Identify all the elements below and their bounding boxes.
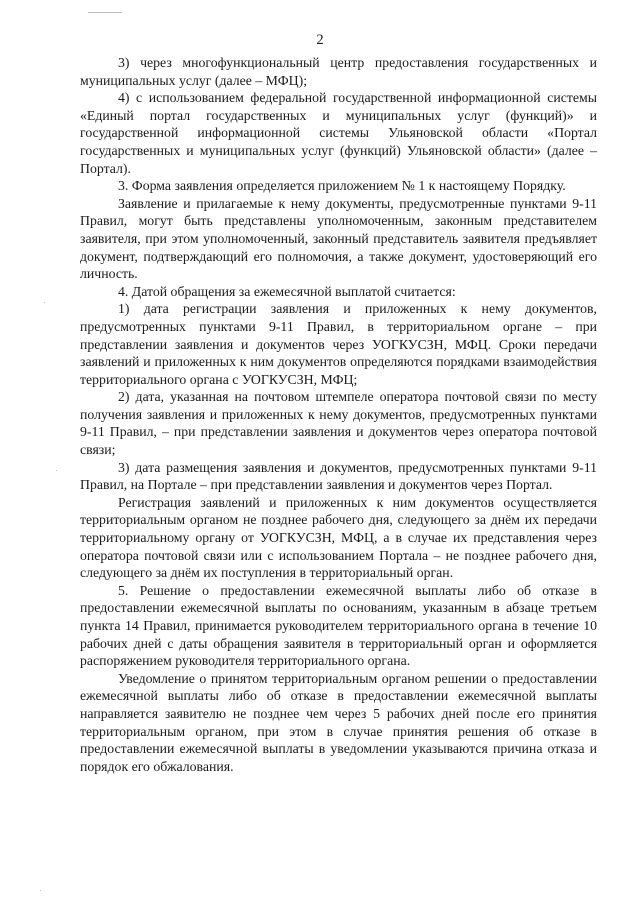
paragraph-item-2-postmark: 2) дата, указанная на почтовом штемпеле оператора почтовой связи по месту получения заявления и приложенных к нему документов, предусмотренных пунктами 9-11 Правил, – при представлении заявления и документов через оператора почтовой связи; [80,389,597,458]
paragraph-section-5: 5. Решение о предоставлении ежемесячной выплаты либо об отказе в предоставлении ежемесячной выплаты по основаниям, указанным в абзаце третьем пункта 14 Правил, принимается руководителем территориального органа в течение 10 рабочих дней с даты обращения заявителя в территориальный орган и оформляется распоряжением руководителя территориального органа. [80,582,597,669]
paragraph-item-3-mfc: 3) через многофункциональный центр предоставления государственных и муниципальных услуг (далее – МФЦ); [80,55,597,88]
paragraph-item-3-portal-date: 3) дата размещения заявления и документов, предусмотренных пунктами 9-11 Правил, на Портале – при представлении заявления и документов через Портал. [80,459,597,493]
document-body [80,54,597,775]
scan-artifact-left-edge-3 [40,890,41,891]
paragraph-registration-deadline: Регистрация заявлений и приложенных к ним документов осуществляется территориальным органом не позднее рабочего дня, следующего за днём их передачи территориальному органу от УОГКУСЗН, МФЦ, а в случае их представления через оператора почтовой связи или с использованием Портала – не позднее рабочего дня, следующего за днём их поступления в территориальный орган. [80,494,597,581]
scan-artifact-left-edge-2 [56,470,57,471]
paragraph-section-3: 3. Форма заявления определяется приложением № 1 к настоящему Порядку. [118,178,566,194]
page-number: 2 [316,32,324,48]
paragraph-item-1-registration: 1) дата регистрации заявления и приложенных к нему документов, предусмотренных пунктами 9-11 Правил, в территориальном органе – при представлении заявления и документов через УОГКУСЗН, МФЦ. Сроки передачи заявлений и приложенных к ним документов определяются порядками взаимодействия территориального органа с УОГКУСЗН, МФЦ; [80,301,597,387]
paragraph-representative: Заявление и прилагаемые к нему документы, предусмотренные пунктами 9-11 Правил, могут быть представлены уполномоченным, законным представителем заявителя, при этом уполномоченный, законный представитель заявителя предъявляет документ, подтверждающий его полномочия, а также документ, удостоверяющий его личность. [80,195,597,282]
paragraph-item-4-portal: 4) с использованием федеральной государственной информационной системы «Единый портал государственных и муниципальных услуг (функций)» и государственной информационной системы Ульяновской области «Портал государственных и муниципальных услуг (функций) Ульяновской области» (далее – Портал). [80,90,597,176]
paragraph-section-4: 4. Датой обращения за ежемесячной выплатой считается: [118,283,456,299]
scan-artifact-top-left [88,12,122,13]
scan-artifact-left-edge-1 [44,302,45,303]
paragraph-notification: Уведомление о принятом территориальным органом решении о предоставлении ежемесячной выплаты либо об отказе в предоставлении ежемесячной выплаты направляется заявителю не позднее чем через 5 рабочих дней после его принятия территориальным органом, при этом в случае принятия решения об отказе в предоставлении ежемесячной выплаты в уведомлении указываются причина отказа и порядок его обжалования. [80,670,597,774]
